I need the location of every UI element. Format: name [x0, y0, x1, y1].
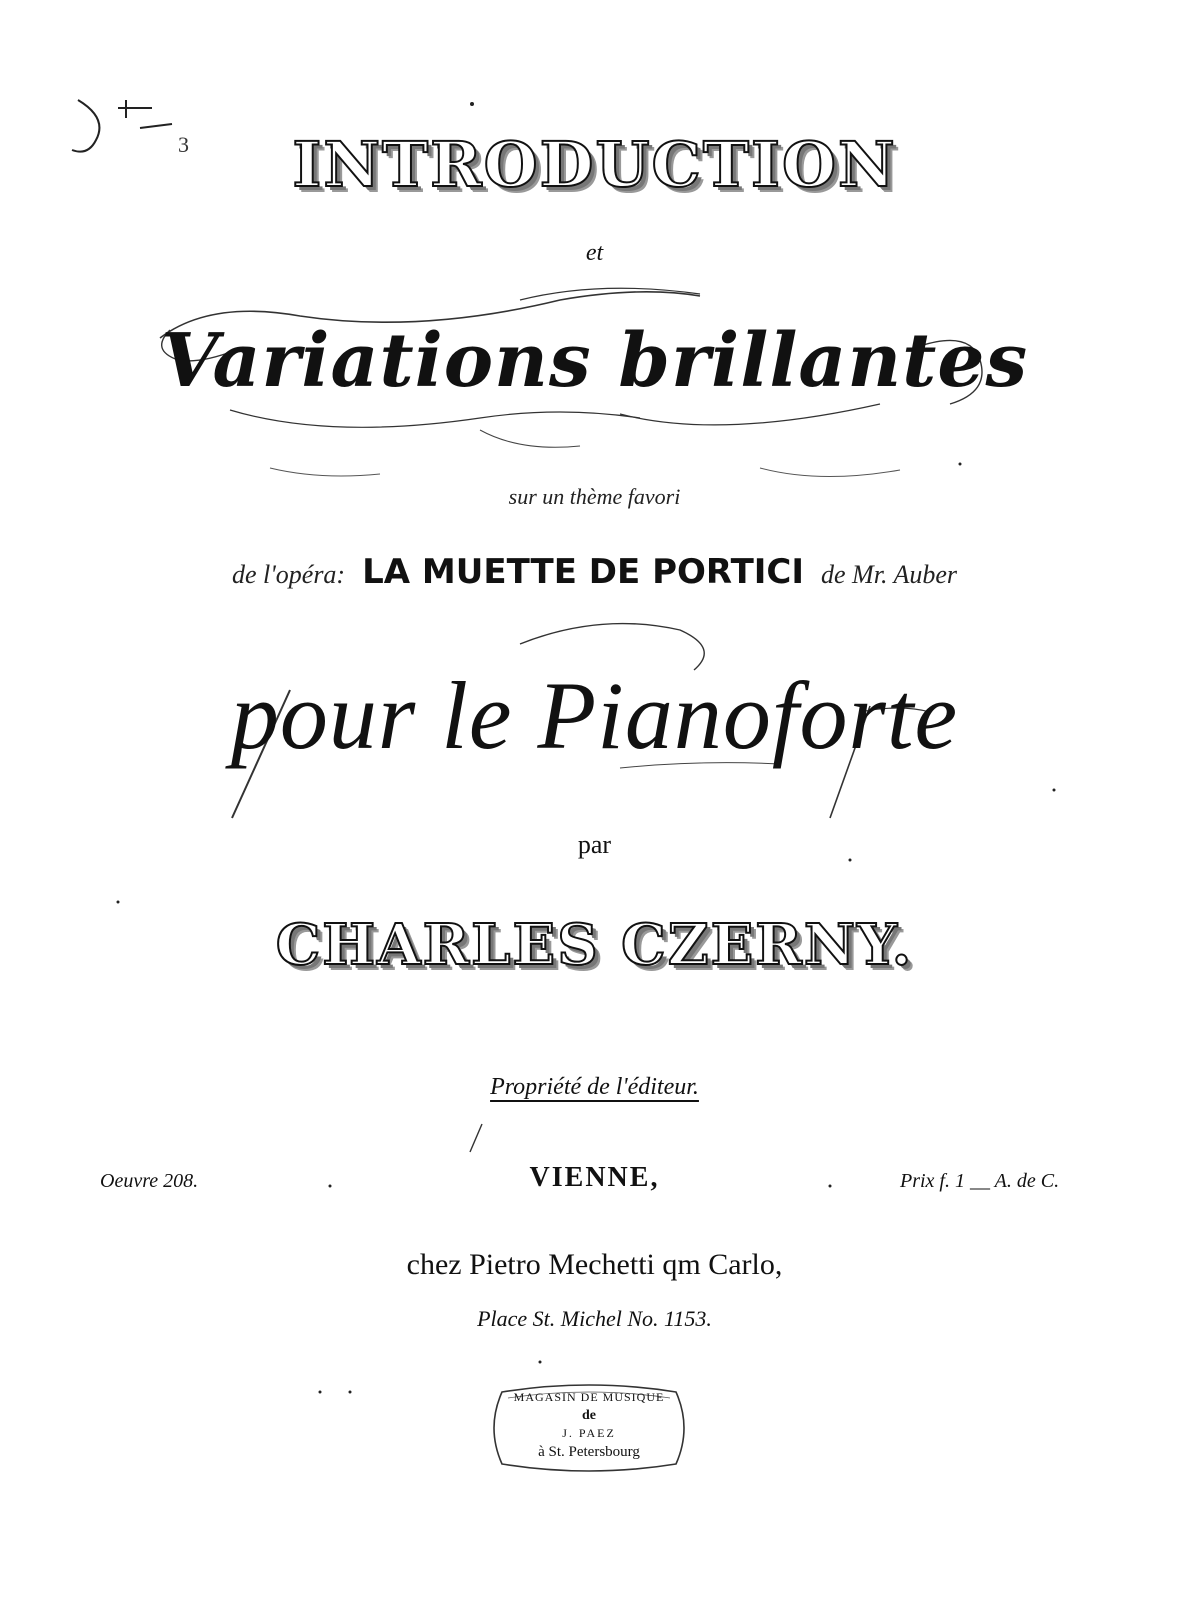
opus-number: Oeuvre 208. — [100, 1170, 199, 1192]
instrument: pour le Pianoforte — [230, 662, 959, 769]
stamp-line-2: de — [582, 1408, 596, 1423]
publisher-address: Place St. Michel No. 1153. — [477, 1306, 712, 1331]
composer-name: CHARLES CZERNY. — [275, 912, 914, 978]
manuscript-mark: 3 — [178, 132, 189, 157]
publisher-city: VIENNE, — [529, 1162, 660, 1193]
stamp-line-4: à St. Petersbourg — [538, 1444, 640, 1460]
title: INTRODUCTION — [292, 128, 897, 201]
price: Prix f. 1 __ A. de C. — [900, 1170, 1060, 1192]
theme-line: sur un thème favori — [508, 484, 681, 509]
conjunction: et — [585, 240, 604, 266]
opera-prefix: de l'opéra: — [231, 560, 346, 589]
subtitle: Variations brillantes — [160, 318, 1029, 404]
stamp-line-1: MAGASIN DE MUSIQUE — [513, 1390, 665, 1404]
stamp-line-3: J. PAEZ — [562, 1426, 616, 1440]
opera-line — [0, 552, 1189, 592]
opera-composer: de Mr. Auber — [821, 560, 958, 589]
dealer-stamp — [482, 1384, 696, 1472]
publisher-name: chez Pietro Mechetti qm Carlo, — [406, 1248, 783, 1281]
by-line: par — [577, 830, 612, 859]
rights-notice: Propriété de l'éditeur. — [490, 1074, 699, 1100]
opera-title: LA MUETTE DE PORTICI — [362, 552, 805, 592]
